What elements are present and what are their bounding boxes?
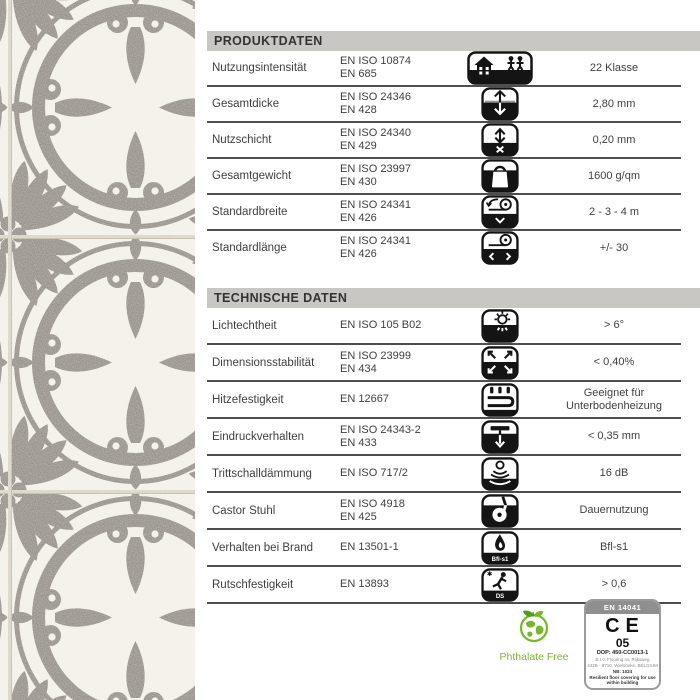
property-label: Hitzefestigkeit <box>212 393 284 406</box>
section-title: PRODUKTDATEN <box>214 34 323 48</box>
norm-standards: EN 13501-1 <box>340 541 399 553</box>
property-value: 16 dB <box>599 467 629 479</box>
technical-rows <box>207 308 681 604</box>
property-label: Verhalten bei Brand <box>212 541 314 554</box>
property-label: Standardlänge <box>212 242 287 254</box>
table-row <box>207 51 681 87</box>
table-row <box>207 419 681 456</box>
table-row <box>207 530 681 567</box>
table-row <box>207 123 681 159</box>
property-value: 2,80 mm <box>592 97 636 110</box>
dimensional-stability-icon <box>480 346 520 380</box>
total-weight-icon <box>480 159 520 193</box>
property-value: < 0,40% <box>593 356 635 368</box>
technical-section <box>207 288 700 604</box>
section-header-produktdaten <box>207 31 700 51</box>
underfloor-heating-icon <box>480 383 520 417</box>
norm-standards: EN ISO 24341 EN 426 <box>340 199 411 224</box>
property-value: 2 - 3 - 4 m <box>588 205 640 218</box>
norm-standards: EN ISO 4918 EN 425 <box>340 497 405 523</box>
table-row <box>207 456 681 493</box>
table-row <box>207 159 681 195</box>
property-value: +/- 30 <box>599 241 629 254</box>
norm-standards: EN 13893 <box>340 578 389 590</box>
icon-label: DS <box>495 593 505 600</box>
table-row <box>207 382 681 419</box>
icon-label: Bfl-s1 <box>491 556 509 563</box>
ce-number: 05 <box>615 636 630 650</box>
table-row <box>207 87 681 123</box>
ce-dop: DOP: 450-CC0013-1 <box>596 650 649 656</box>
table-row <box>207 493 681 530</box>
ce-note-line: Resilient floor covering for use <box>589 674 656 680</box>
ce-address <box>586 657 659 668</box>
property-value: < 0,35 mm <box>587 430 641 442</box>
property-label: Dimensionsstabilität <box>212 356 315 369</box>
phthalate-free-badge <box>492 608 576 663</box>
property-label: Rutschfestigkeit <box>212 578 294 591</box>
section-header-technische-daten <box>207 288 700 308</box>
phthalate-free-globe-icon <box>514 608 554 644</box>
norm-standards: EN 12667 <box>340 393 389 405</box>
property-value: > 6° <box>604 319 624 331</box>
impact-sound-icon <box>480 457 520 491</box>
norm-standards: EN ISO 23999 EN 434 <box>340 349 411 375</box>
castor-chair-icon <box>480 494 520 528</box>
norm-standards: EN ISO 23997 EN 430 <box>340 163 411 188</box>
property-value: 22 Klasse <box>589 61 639 74</box>
roll-width-icon <box>480 195 520 229</box>
norm-standards: EN ISO 10874 EN 685 <box>340 55 411 80</box>
norm-standards: EN ISO 24343-2 EN 433 <box>340 423 421 449</box>
property-label: Standardbreite <box>212 206 288 218</box>
property-label: Lichtechtheit <box>212 319 277 332</box>
wear-layer-icon <box>480 123 520 157</box>
ce-address-line: 442B - 8710, Wielsbeke, BELGIUM <box>587 662 658 668</box>
table-row <box>207 345 681 382</box>
ce-certificate-badge <box>584 599 661 690</box>
norm-standards: EN ISO 105 B02 <box>340 319 422 331</box>
property-label: Nutzungsintensität <box>212 62 307 74</box>
phthalate-free-label: Phthalate Free <box>499 651 569 663</box>
property-label: Gesamtdicke <box>212 98 280 110</box>
property-label: Gesamtgewicht <box>212 170 292 182</box>
usage-class-icon <box>467 51 533 85</box>
fire-behaviour-icon <box>480 531 520 565</box>
indentation-icon <box>480 420 520 454</box>
property-value: > 0,6 <box>601 578 627 590</box>
tile-pattern-photo <box>0 0 195 700</box>
total-thickness-icon <box>480 87 520 121</box>
table-row <box>207 195 681 231</box>
property-value: 1600 g/qm <box>588 169 640 182</box>
norm-standards: EN ISO 24346 EN 428 <box>340 91 411 116</box>
property-label: Nutzschicht <box>212 134 272 146</box>
table-row <box>207 308 681 345</box>
property-value: Dauernutzung <box>579 504 649 516</box>
property-label: Eindruckverhalten <box>212 430 305 443</box>
property-value: Bfl-s1 <box>599 541 629 553</box>
ce-standard-label: EN 14041 <box>586 601 659 614</box>
norm-standards: EN ISO 717/2 <box>340 467 408 479</box>
slip-resistance-icon <box>480 568 520 602</box>
ce-mark: CE <box>605 615 645 637</box>
ce-address-line: B.I.G Flooring nv, Rijksweg <box>595 657 650 662</box>
ce-note <box>586 669 659 686</box>
property-label: Castor Stuhl <box>212 504 276 517</box>
table-row <box>207 231 681 265</box>
property-value: 0,20 mm <box>592 133 636 146</box>
ce-note-line: NB: 1024 <box>612 669 633 674</box>
roll-length-icon <box>480 231 520 265</box>
property-label: Trittschalldämmung <box>212 467 312 480</box>
ce-note-line: within building <box>606 680 639 685</box>
light-fastness-icon <box>480 309 520 343</box>
property-value: Geeignet für Unterbodenheizung <box>565 386 663 412</box>
product-rows <box>207 51 681 265</box>
norm-standards: EN ISO 24341 EN 426 <box>340 235 411 260</box>
product-datasheet <box>207 31 700 604</box>
section-title: TECHNISCHE DATEN <box>214 291 348 305</box>
norm-standards: EN ISO 24340 EN 429 <box>340 127 411 152</box>
